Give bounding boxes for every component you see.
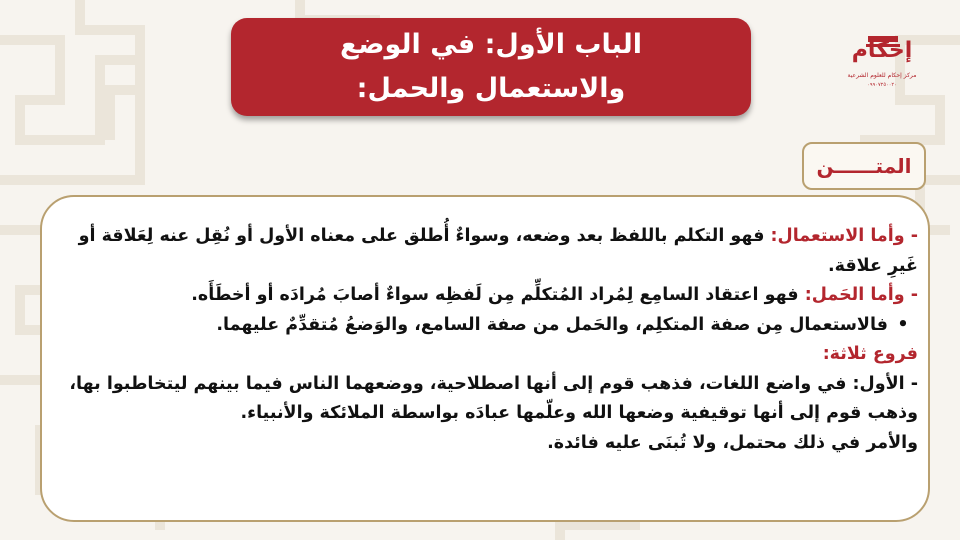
paragraph-text: فالاستعمال مِن صفة المتكلِم، والحَمل من صفة السامع، والوَضعُ مُتقدِّمٌ عليهما. xyxy=(216,314,888,335)
term-label-istimal: وأما الاستعمال: xyxy=(770,226,905,246)
section-tab-label: المتــــــن xyxy=(816,154,912,178)
paragraph-haml xyxy=(60,281,918,311)
bullet-icon: • xyxy=(897,314,909,335)
paragraph-text: فهو التكلم باللفظ بعد وضعه، وسواءٌ أُطلق على معناه الأول أو نُقِل عنه لِعَلاقة أو غَيرِ علاقة. xyxy=(78,226,918,276)
paragraph-text: فهو اعتقاد السامِع لِمُراد المُتكلِّم مِن لَفظِه سواءٌ أصابَ مُرادَه أو أخطَأَه. xyxy=(191,285,805,305)
paragraph-summary xyxy=(60,311,918,341)
paragraph-conclusion: والأمر في ذلك محتمل، ولا تُبنَى عليه فائدة. xyxy=(547,432,918,453)
logo-phone: ٠٩٩٠٧٢٥٠٠٢٠ xyxy=(867,82,897,88)
logo-name: إحكام xyxy=(851,38,913,63)
chapter-title-banner xyxy=(231,18,751,116)
subheading-label: فروع ثلاثة: xyxy=(822,344,918,364)
paragraph-first-branch: - الأول: في واضع اللغات، فذهب قوم إلى أنها اصطلاحية، ووضعهما الناس فيما بينهم ليتخاطبوا بها، وذهب قوم إلى أنها توقيفية وضعها الله وعلّمها عبادَه بواسطة الملائكة والأنبياء. xyxy=(69,373,918,423)
content-text xyxy=(60,222,918,458)
section-tab xyxy=(802,142,926,190)
subheading-branches xyxy=(60,340,918,370)
paragraph-prefix: - xyxy=(904,285,918,305)
paragraph-prefix: - xyxy=(904,226,918,246)
chapter-title-line1: الباب الأول: في الوضع xyxy=(339,29,643,60)
term-label-haml: وأما الحَمل: xyxy=(804,285,905,305)
chapter-title-line2: والاستعمال والحمل: xyxy=(356,73,626,104)
chapter-title xyxy=(281,23,701,111)
paragraph-istimal xyxy=(60,222,918,281)
logo-subtitle: مركز إحكام للعلوم الشرعية xyxy=(847,72,917,79)
